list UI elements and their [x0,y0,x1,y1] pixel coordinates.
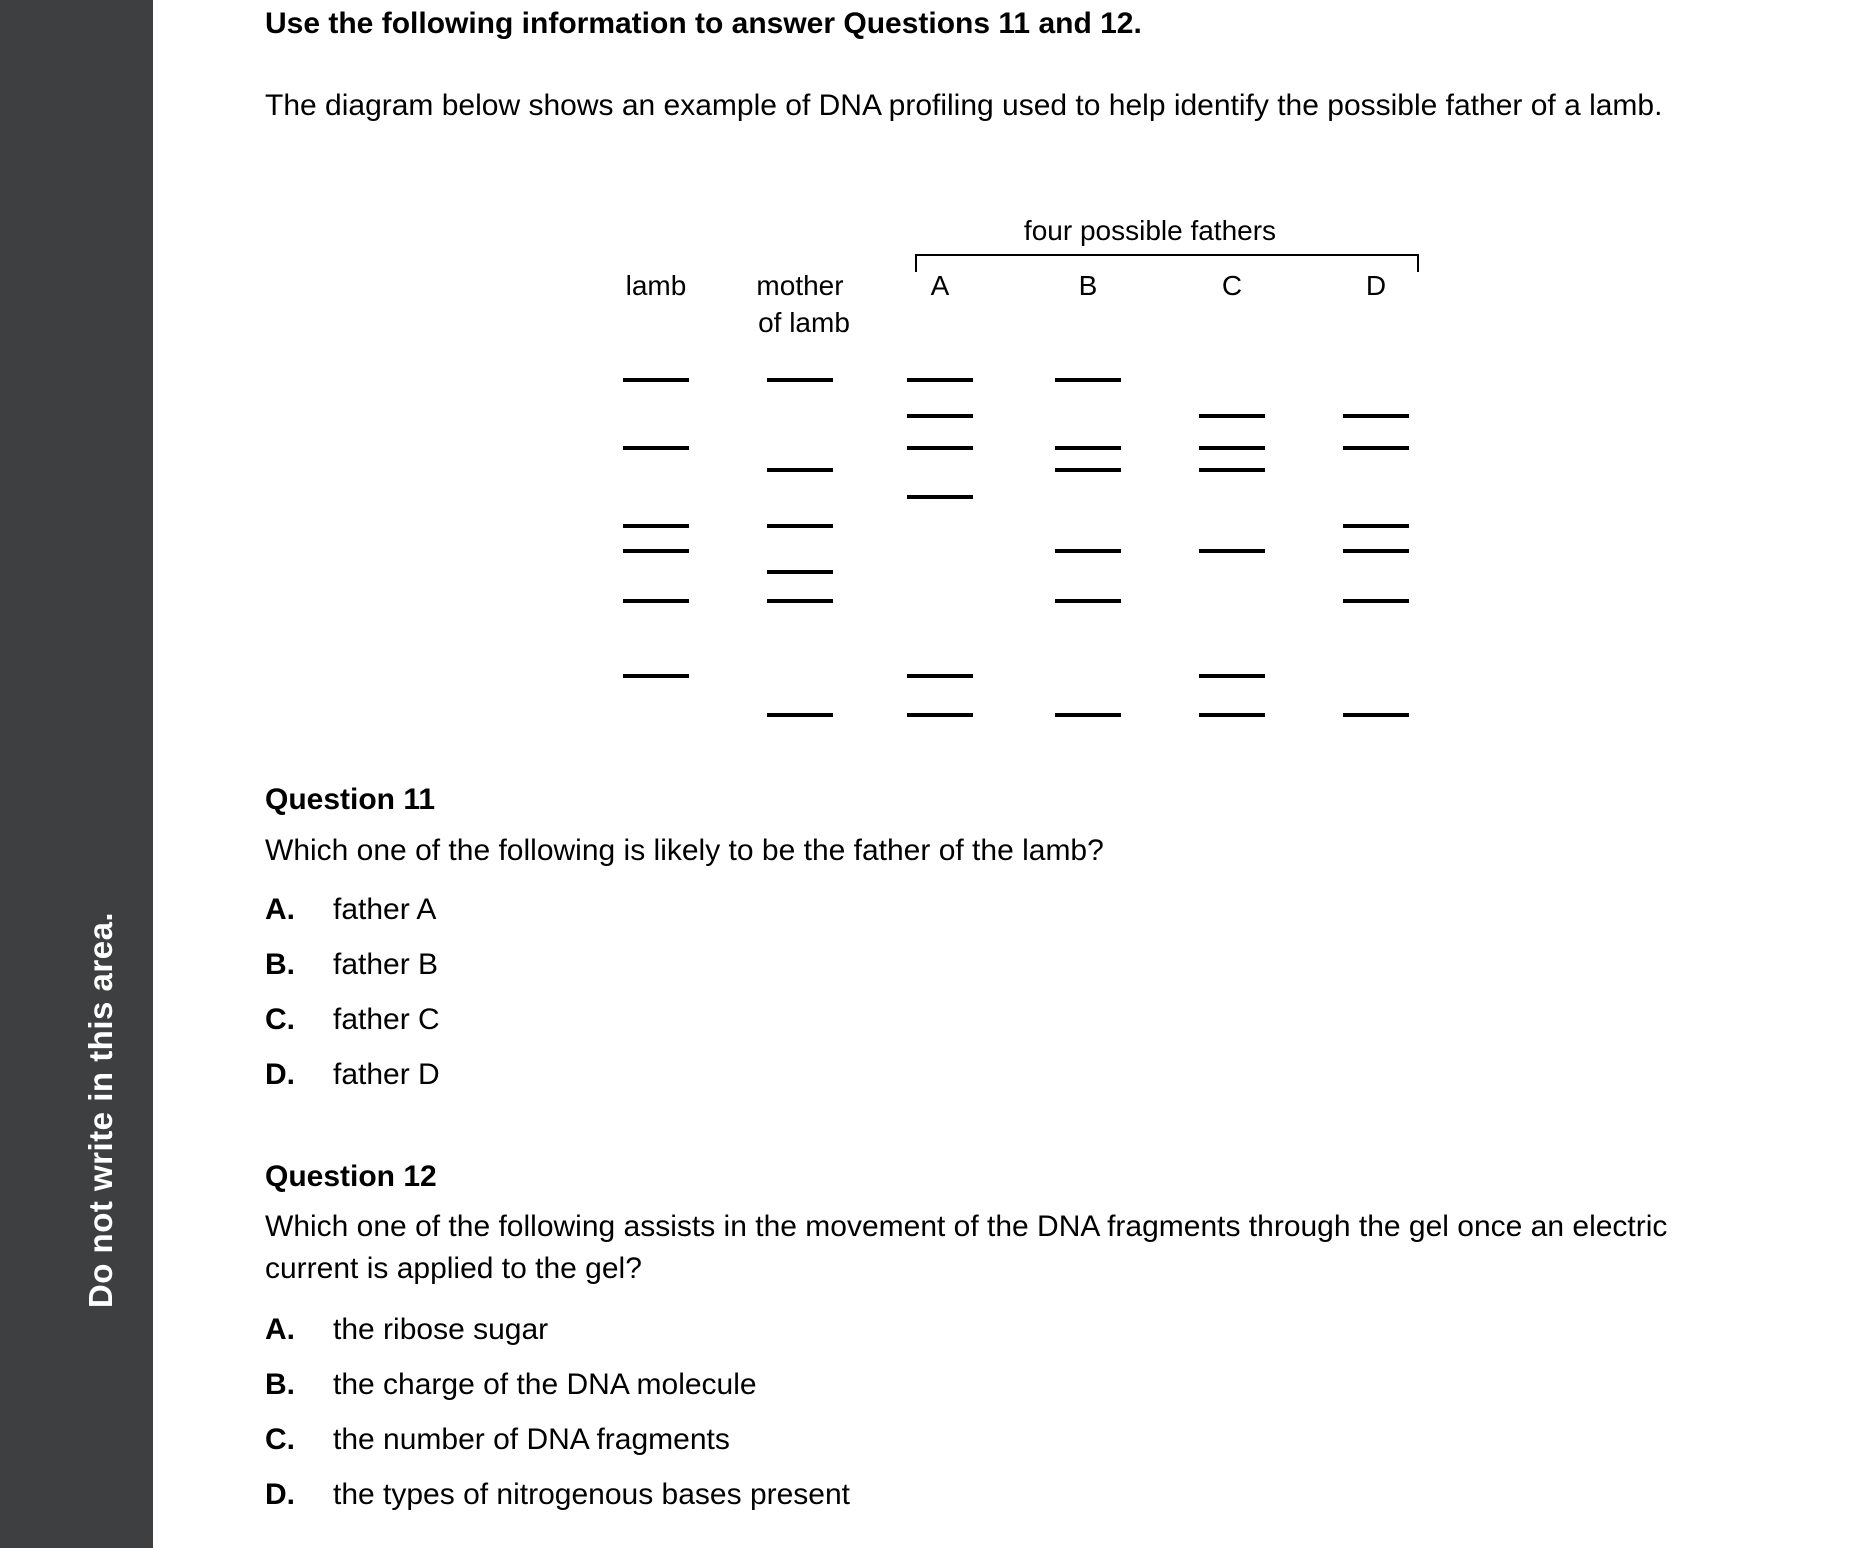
q12-title: Question 12 [265,1160,437,1193]
option-text: the ribose sugar [333,1313,549,1346]
q11-option-a[interactable] [265,893,436,927]
option-letter: B. [265,948,295,981]
lane-label: mother [756,270,844,301]
lane-label: B [1078,270,1098,301]
option-text: father D [333,1058,440,1091]
lane-label: A [930,270,950,301]
option-letter: C. [265,1003,295,1036]
q11-option-b[interactable] [265,948,438,982]
option-text: the charge of the DNA molecule [333,1368,757,1401]
q11-text: Which one of the following is likely to be the father of the lamb? [265,834,1104,867]
q11-option-d[interactable] [265,1058,440,1092]
q12-option-b[interactable] [265,1368,757,1402]
group-label: four possible fathers [1023,215,1277,246]
intro-text: The diagram below shows an example of DNA profiling used to help identify the possible father of a lamb. [265,89,1663,122]
lane-label: lamb [625,270,687,301]
q12-option-c[interactable] [265,1423,730,1457]
q11-option-c[interactable] [265,1003,440,1037]
option-text: father A [333,893,437,926]
q12-option-d[interactable] [265,1478,850,1512]
option-text: the types of nitrogenous bases present [333,1478,851,1511]
option-text: the number of DNA fragments [333,1423,730,1456]
option-text: father C [333,1003,440,1036]
side-margin-bar [0,0,153,1548]
lane-label: D [1365,270,1387,301]
group-bracket [916,255,1418,272]
option-letter: D. [265,1478,295,1511]
option-text: father B [333,948,439,981]
option-letter: D. [265,1058,295,1091]
q11-title: Question 11 [265,783,436,816]
option-letter: B. [265,1368,295,1401]
q12-option-a[interactable] [265,1313,548,1347]
q12-text: Which one of the following assists in the movement of the DNA fragments through the gel once an electric current is applied to the gel? [265,1210,1668,1285]
lane-label-line2: of lamb [758,307,850,338]
side-margin-text: Do not write in this area. [82,911,119,1309]
option-letter: A. [265,1313,295,1346]
dna-profile-diagram [600,210,1440,750]
intro-heading: Use the following information to answer Questions 11 and 12. [265,7,1142,40]
option-letter: C. [265,1423,295,1456]
lane-label: C [1221,270,1243,301]
option-letter: A. [265,893,295,926]
